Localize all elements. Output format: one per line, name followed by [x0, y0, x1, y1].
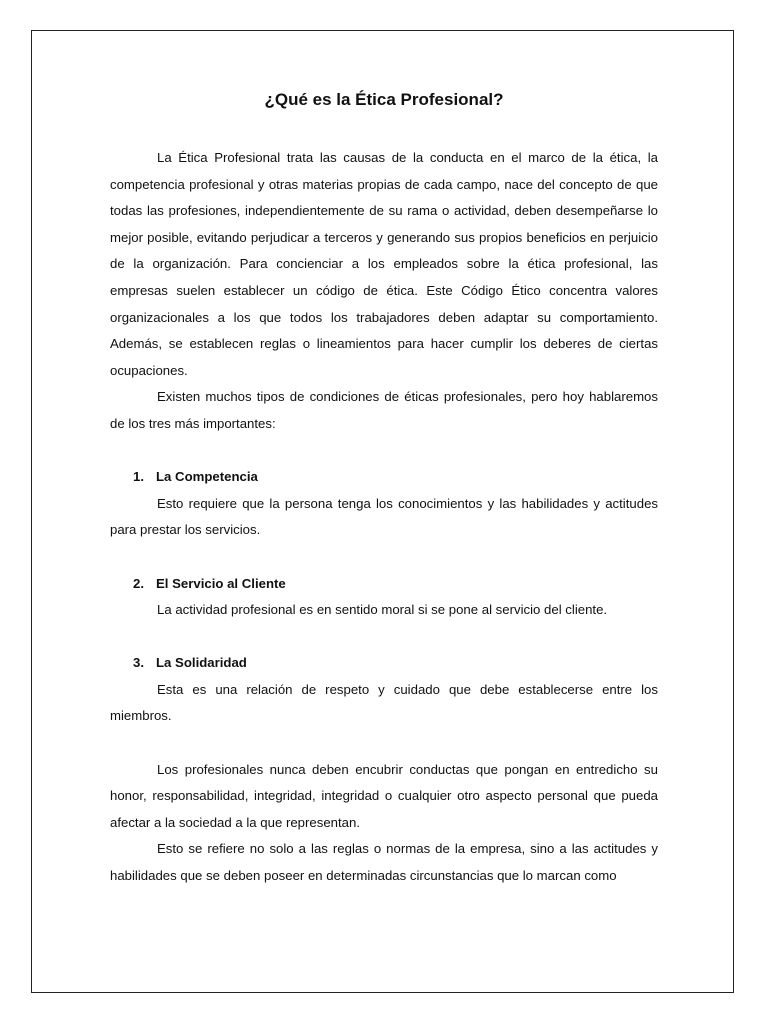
document-title: ¿Qué es la Ética Profesional?	[264, 90, 504, 109]
spacer	[110, 438, 658, 465]
list-item-number: 1.	[133, 469, 144, 485]
second-paragraph: Existen muchos tipos de condiciones de éticas profesionales, pero hoy hablaremos de los tres más importantes:	[110, 389, 658, 431]
list-item-text: La actividad profesional es en sentido moral si se pone al servicio del cliente.	[157, 602, 608, 618]
list-item-title: El Servicio al Cliente	[156, 575, 286, 591]
list-item-heading	[110, 571, 658, 598]
closing-paragraph-2: Esto se refiere no solo a las reglas o normas de la empresa, sino a las actitudes y habilidades que se deben poseer en determinadas circunstancias que lo marcan como	[110, 841, 658, 884]
list-item-number: 3.	[133, 655, 144, 671]
list-item-title: La Competencia	[156, 469, 258, 485]
list-item-heading	[110, 464, 658, 491]
list-item-title: La Solidaridad	[156, 655, 247, 671]
list-item-text: Esta es una relación de respeto y cuidado que debe establecerse entre los miembros.	[110, 681, 658, 724]
list-item-text: Esto requiere que la persona tenga los conocimientos y las habilidades y actitudes para prestar los servicios.	[110, 495, 658, 538]
list-item-heading	[110, 650, 658, 677]
spacer	[110, 730, 658, 757]
list-item	[110, 464, 658, 544]
list-item	[110, 571, 658, 624]
spacer	[110, 544, 658, 571]
list-item	[110, 650, 658, 730]
document-body	[110, 86, 658, 890]
spacer	[110, 624, 658, 651]
list-item-number: 2.	[133, 575, 144, 591]
intro-paragraph: La Ética Profesional trata las causas de la conducta en el marco de la ética, la competencia profesional y otras materias propias de cada campo, nace del concepto de que todas las profesiones, independientemente de su rama o actividad, deben desempeñarse lo mejor posible, evitando perjudicar a terceros y generando sus propios beneficios en perjuicio de la organización. Para concienciar a los empleados sobre la ética profesional, las empresas suelen establecer un código de ética. Este Código Ético concentra valores organizacionales a los que todos los trabajadores deben adaptar su comportamiento. Además, se establecen reglas o lineamientos para hacer cumplir los deberes de ciertas ocupaciones.	[110, 150, 658, 378]
closing-paragraph-1: Los profesionales nunca deben encubrir conductas que pongan en entredicho su honor, responsabilidad, integridad, integridad o cualquier otro aspecto personal que pueda afectar a la sociedad a la que representan.	[110, 761, 658, 830]
